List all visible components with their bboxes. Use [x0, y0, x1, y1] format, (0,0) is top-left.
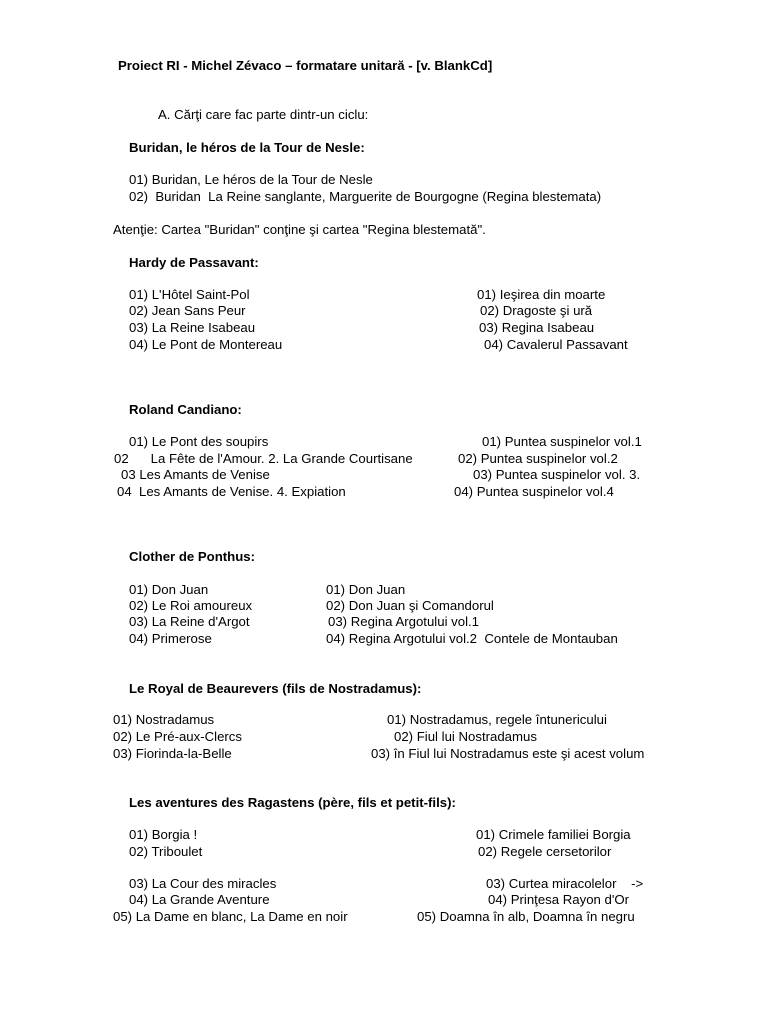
- section-a-heading: A. Cărţi care fac parte dintr-un ciclu:: [158, 107, 369, 122]
- ragastens-left-4: 04) La Grande Aventure: [129, 892, 270, 907]
- hardy-left-2: 02) Jean Sans Peur: [129, 303, 246, 318]
- roland-left-3: 03 Les Amants de Venise: [121, 467, 270, 482]
- hardy-right-1: 01) Ieşirea din moarte: [477, 287, 606, 302]
- clother-left-2: 02) Le Roi amoureux: [129, 598, 253, 613]
- buridan-note: Atenţie: Cartea "Buridan" conţine şi cartea "Regina blestemată".: [113, 222, 486, 237]
- roland-heading: Roland Candiano:: [129, 402, 242, 417]
- royal-right-1: 01) Nostradamus, regele întunericului: [387, 712, 607, 727]
- hardy-heading: Hardy de Passavant:: [129, 255, 259, 270]
- hardy-left-1: 01) L'Hôtel Saint-Pol: [129, 287, 250, 302]
- ragastens-heading: Les aventures des Ragastens (père, fils et petit-fils):: [129, 795, 456, 810]
- ragastens-right-2: 02) Regele cersetorilor: [478, 844, 612, 859]
- royal-heading: Le Royal de Beaurevers (fils de Nostradamus):: [129, 681, 422, 696]
- roland-left-4: 04 Les Amants de Venise. 4. Expiation: [117, 484, 346, 499]
- clother-right-3: 03) Regina Argotului vol.1: [328, 614, 480, 629]
- ragastens-left-5: 05) La Dame en blanc, La Dame en noir: [113, 909, 348, 924]
- hardy-right-2: 02) Dragoste şi ură: [480, 303, 593, 318]
- ragastens-left-2: 02) Triboulet: [129, 844, 203, 859]
- clother-heading: Clother de Ponthus:: [129, 549, 256, 564]
- buridan-row-2: 02) Buridan La Reine sanglante, Marguerite de Bourgogne (Regina blestemata): [129, 189, 602, 204]
- clother-left-4: 04) Primerose: [129, 631, 212, 646]
- hardy-left-3: 03) La Reine Isabeau: [129, 320, 256, 335]
- clother-right-4: 04) Regina Argotului vol.2 Contele de Montauban: [326, 631, 618, 646]
- royal-left-2: 02) Le Pré-aux-Clercs: [113, 729, 242, 744]
- roland-right-1: 01) Puntea suspinelor vol.1: [482, 434, 642, 449]
- royal-left-3: 03) Fiorinda-la-Belle: [113, 746, 232, 761]
- roland-left-1: 01) Le Pont des soupirs: [129, 434, 269, 449]
- roland-left-2: 02 La Fête de l'Amour. 2. La Grande Courtisane: [114, 451, 413, 466]
- ragastens-right-4: 04) Prinţesa Rayon d'Or: [488, 892, 630, 907]
- clother-left-3: 03) La Reine d'Argot: [129, 614, 250, 629]
- royal-right-2: 02) Fiul lui Nostradamus: [394, 729, 537, 744]
- clother-left-1: 01) Don Juan: [129, 582, 209, 597]
- roland-right-4: 04) Puntea suspinelor vol.4: [454, 484, 614, 499]
- roland-right-3: 03) Puntea suspinelor vol. 3.: [473, 467, 641, 482]
- royal-right-3: 03) în Fiul lui Nostradamus este şi acest volum: [371, 746, 645, 761]
- ragastens-left-1: 01) Borgia !: [129, 827, 198, 842]
- document-title: Proiect RI - Michel Zévaco – formatare unitară - [v. BlankCd]: [118, 58, 493, 73]
- hardy-right-4: 04) Cavalerul Passavant: [484, 337, 628, 352]
- ragastens-right-1: 01) Crimele familiei Borgia: [476, 827, 631, 842]
- clother-right-1: 01) Don Juan: [326, 582, 406, 597]
- buridan-heading: Buridan, le héros de la Tour de Nesle:: [129, 140, 365, 155]
- hardy-left-4: 04) Le Pont de Montereau: [129, 337, 283, 352]
- hardy-right-3: 03) Regina Isabeau: [479, 320, 595, 335]
- royal-left-1: 01) Nostradamus: [113, 712, 215, 727]
- roland-right-2: 02) Puntea suspinelor vol.2: [458, 451, 618, 466]
- clother-right-2: 02) Don Juan şi Comandorul: [326, 598, 494, 613]
- ragastens-right-5: 05) Doamna în alb, Doamna în negru: [417, 909, 635, 924]
- ragastens-right-3: 03) Curtea miracolelor ->: [486, 876, 644, 891]
- buridan-row-1: 01) Buridan, Le héros de la Tour de Nesle: [129, 172, 373, 187]
- ragastens-left-3: 03) La Cour des miracles: [129, 876, 277, 891]
